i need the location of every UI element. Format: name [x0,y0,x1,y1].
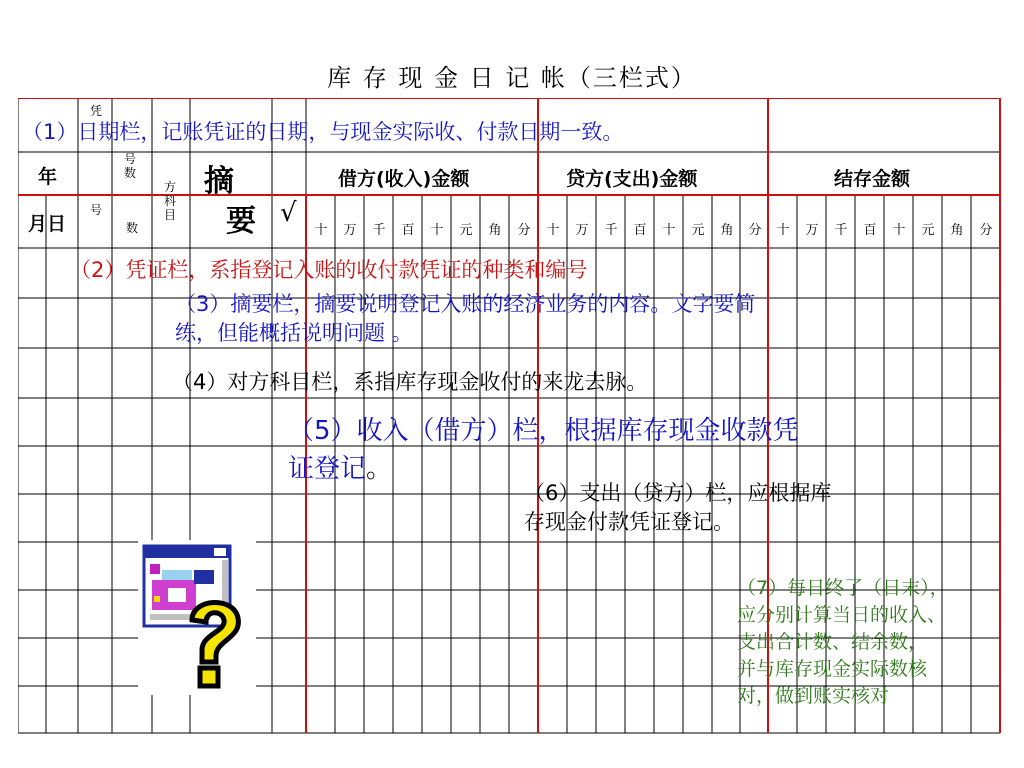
unit-label: 十 [892,223,906,238]
unit-label: 元 [691,223,705,238]
note-debit-tail: 。 [366,454,393,484]
account-header: 方科目 [164,180,177,222]
unit-label: 十 [662,223,676,238]
note-debit-column [288,412,799,488]
unit-label: 角 [950,223,964,238]
note-daily-closing [737,575,949,710]
page-title: 库 存 现 金 日 记 帐（三栏式） [327,64,697,92]
unit-label: 百 [401,223,415,238]
note-credit-line1: （6）支出（贷方）栏，应根据库 [524,481,832,505]
unit-label: 十 [430,223,444,238]
credit-header: 贷方(支出)金额 [566,168,698,190]
unit-label: 百 [633,223,647,238]
unit-label: 万 [575,223,589,238]
note-debit-line1: （5）收入（借方）栏，根据库存现金收款凭 [288,416,799,446]
year-header: 年 [38,166,58,188]
note-daily-line: 支出合计数、结余数， [737,631,928,653]
unit-label: 千 [834,223,848,238]
note-daily-line: （7）每日终了（日末）， [737,577,949,599]
note-date-column: （1）日期栏，记账凭证的日期，与现金实际收、付款日期一致。 [22,120,624,144]
unit-label: 分 [517,223,531,238]
unit-label: 十 [314,223,328,238]
summary-header-bottom: 要 [226,204,256,239]
unit-label: 万 [805,223,819,238]
note-credit-line2: 存现金付款凭证登记。 [524,510,734,534]
number-header: 号 [90,203,103,217]
unit-label: 元 [921,223,935,238]
unit-label: 角 [488,223,502,238]
note-summary-line1: （3）摘要栏，摘要说明登记入账的经济业务的内容。文字要简 [175,292,756,316]
month-day-header: 月日 [28,213,67,235]
summary-header-top: 摘 [204,164,234,199]
balance-header: 结存金额 [834,168,911,190]
count-header: 数 [126,221,139,235]
unit-label: 角 [720,223,734,238]
unit-label: 万 [343,223,357,238]
unit-label: 百 [863,223,877,238]
voucher-number-header: 号数 [124,152,137,180]
note-daily-line: 并与库存现金实际数核 [737,658,928,680]
note-summary-tail: 。 [385,321,413,345]
unit-label: 千 [604,223,618,238]
note-daily-line: 对，做到账实核对 [737,685,890,707]
check-mark-header: √ [280,198,297,228]
note-credit-column [524,479,831,537]
unit-label: 元 [459,223,473,238]
unit-label: 分 [979,223,993,238]
unit-label: 千 [372,223,386,238]
note-voucher-column: （2）凭证栏，系指登记入账的收付款凭证的种类和编号 [70,258,588,282]
note-daily-line: 应分别计算当日的收入、 [737,604,947,626]
unit-label: 十 [546,223,560,238]
note-summary-line2: 练，但能概括说明问题 [175,321,385,345]
note-account-column: （4）对方科目栏，系指库存现金收付的来龙去脉。 [172,370,648,394]
unit-label: 十 [776,223,790,238]
help-question-icon [138,540,256,695]
unit-label: 分 [748,223,762,238]
debit-header: 借方(收入)金额 [338,168,470,190]
note-debit-line2: 证登记 [288,454,367,484]
note-summary-column [175,290,755,348]
voucher-header: 凭 [90,104,103,118]
